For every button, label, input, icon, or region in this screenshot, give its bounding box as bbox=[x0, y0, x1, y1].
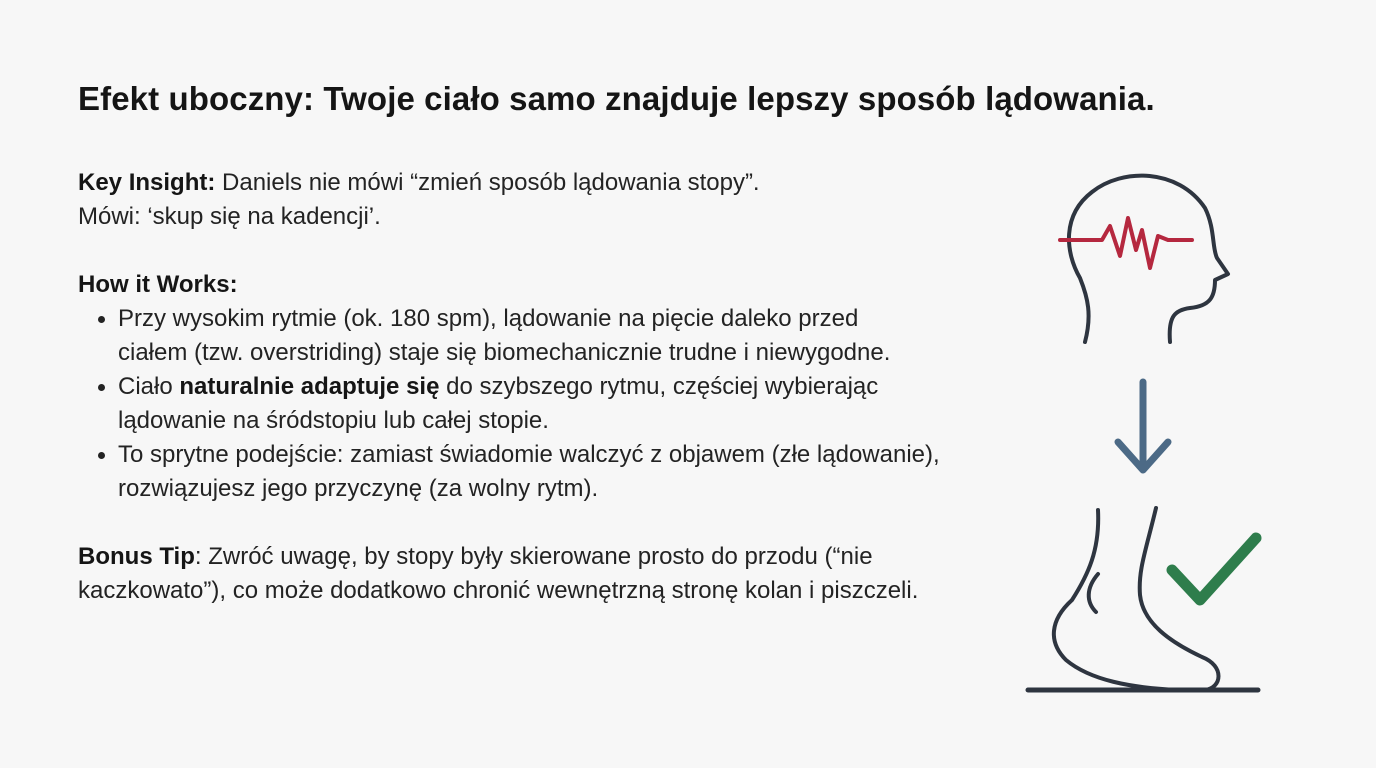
bullet-item bbox=[78, 302, 928, 370]
heartbeat-line bbox=[1060, 218, 1192, 268]
cadence-illustration bbox=[1010, 160, 1280, 700]
checkmark-icon bbox=[1172, 538, 1256, 600]
bonus-tip-label: Bonus Tip bbox=[78, 543, 195, 570]
key-insight-line2: Mówi: ‘skup się na kadencji’. bbox=[78, 203, 381, 230]
bonus-tip bbox=[78, 540, 928, 608]
bonus-tip-text: : Zwróć uwagę, by stopy były skierowane prosto do przodu (“nie kaczkowato”), co może dodatkowo chronić wewnętrzną stronę kolan i piszczeli. bbox=[78, 543, 919, 604]
key-insight bbox=[78, 166, 958, 234]
bullet-item bbox=[78, 370, 898, 438]
page-title: Efekt uboczny: Twoje ciało samo znajduje lepszy sposób lądowania. bbox=[78, 80, 1155, 117]
bullet-list bbox=[78, 302, 958, 506]
arrow-down-icon bbox=[1118, 382, 1168, 470]
how-it-works-heading: How it Works: bbox=[78, 271, 238, 298]
bullet-bold-phrase: naturalnie adaptuje się bbox=[179, 373, 440, 400]
bullet-prefix: Ciało bbox=[118, 373, 180, 400]
content-body bbox=[78, 166, 958, 608]
bullet-item bbox=[78, 438, 968, 506]
key-insight-label: Key Insight: bbox=[78, 169, 216, 196]
bullet-suffix: do szybszego rytmu, częściej wybierając lądowanie na śródstopiu lub całej stopie. bbox=[118, 373, 879, 434]
key-insight-line1: Daniels nie mówi “zmień sposób lądowania stopy”. bbox=[222, 169, 760, 196]
bullet-text: Przy wysokim rytmie (ok. 180 spm), lądowanie na pięcie daleko przed ciałem (tzw. overstriding) staje się biomechanicznie trudne i niewygodne. bbox=[118, 305, 891, 366]
bullet-text: To sprytne podejście: zamiast świadomie walczyć z objawem (złe lądowanie), rozwiązujesz jego przyczynę (za wolny rytm). bbox=[118, 441, 940, 502]
